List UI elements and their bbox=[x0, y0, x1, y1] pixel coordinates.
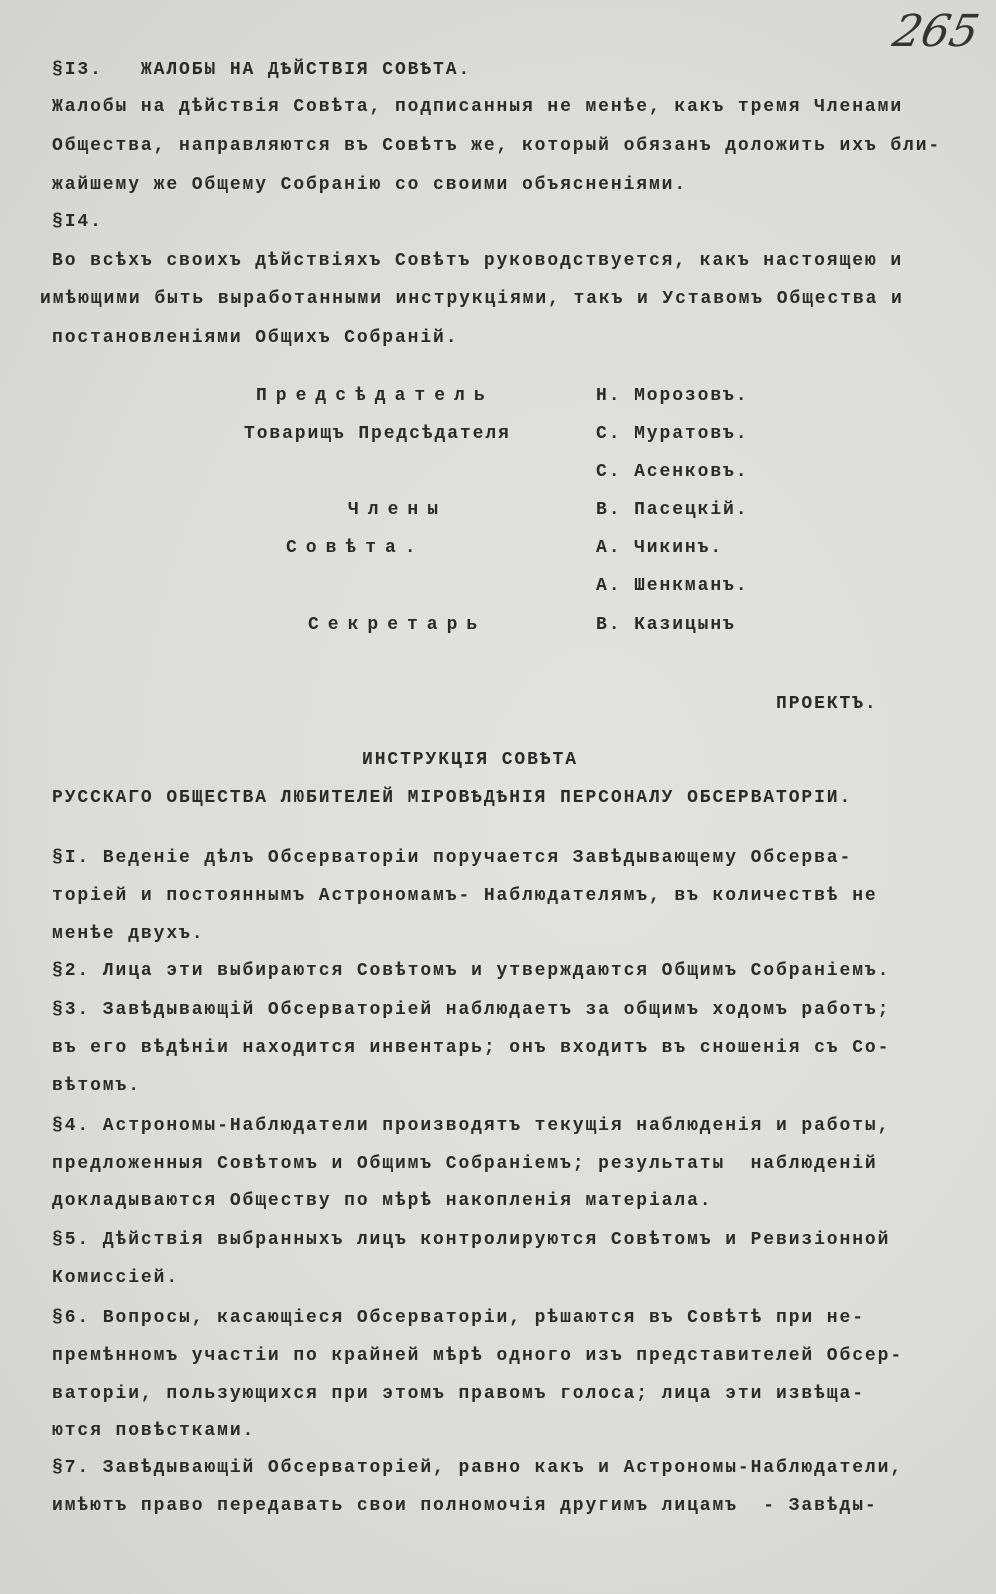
signature-name: А. Шенкманъ. bbox=[596, 576, 749, 596]
signature-name: Н. Морозовъ. bbox=[596, 386, 749, 406]
text-line: постановленiями Общихъ Собранiй. bbox=[52, 328, 459, 348]
section-13-heading: §I3. ЖАЛОБЫ НА ДѢЙСТВIЯ СОВѢТА. bbox=[52, 60, 472, 80]
text-line: Общества, направляются въ Совѣтъ же, который обязанъ доложить ихъ бли- bbox=[52, 136, 942, 156]
text-line: §I. Веденiе дѣлъ Обсерваторiи поручается Завѣдывающему Обсерва- bbox=[52, 848, 853, 868]
text-line: §7. Завѣдывающiй Обсерваторiей, равно какъ и Астрономы-Наблюдатели, bbox=[52, 1458, 904, 1478]
signature-role: Предсѣдатель bbox=[256, 386, 494, 406]
text-line: §6. Вопросы, касающiеся Обсерваторiи, рѣшаются въ Совѣтѣ при не- bbox=[52, 1308, 865, 1328]
section-14-heading: §I4. bbox=[52, 212, 103, 232]
text-line: §4. Астрономы-Наблюдатели производятъ текущiя наблюденiя и работы, bbox=[52, 1116, 891, 1136]
text-line: предложенныя Совѣтомъ и Общимъ Собранiемъ; результаты наблюденiй bbox=[52, 1154, 878, 1174]
text-line: вѣтомъ. bbox=[52, 1076, 141, 1096]
signature-name: В. Пасецкiй. bbox=[596, 500, 749, 520]
text-line: Жалобы на дѣйствiя Совѣта, подписанныя не менѣе, какъ тремя Членами bbox=[52, 97, 904, 117]
signature-name: А. Чикинъ. bbox=[596, 538, 724, 558]
signature-name: В. Казицынъ bbox=[596, 615, 736, 635]
text-line: имѣющими быть выработанными инструкцiями, такъ и Уставомъ Общества и bbox=[40, 289, 904, 309]
text-line: въ его вѣдѣнiи находится инвентарь; онъ входитъ въ сношенiя съ Со- bbox=[52, 1038, 891, 1058]
text-line: ются повѣстками. bbox=[52, 1421, 256, 1441]
text-line: докладываются Обществу по мѣрѣ накопленiя матерiала. bbox=[52, 1191, 713, 1211]
text-line: Комиссiей. bbox=[52, 1268, 180, 1288]
text-line: жайшему же Общему Собранiю со своими объясненiями. bbox=[52, 175, 688, 195]
text-line: премѣнномъ участiи по крайней мѣрѣ одного изъ представителей Обсер- bbox=[52, 1346, 904, 1366]
signature-role: Члены bbox=[348, 500, 448, 520]
draft-label: ПРОЕКТЪ. bbox=[776, 694, 878, 714]
page-number: 265 bbox=[888, 6, 984, 57]
instruction-title: ИНСТРУКЦIЯ СОВѢТА bbox=[362, 750, 578, 770]
text-line: торiей и постояннымъ Астрономамъ- Наблюдателямъ, въ количествѣ не bbox=[52, 886, 878, 906]
text-line: имѣютъ право передавать свои полномочiя другимъ лицамъ - Завѣды- bbox=[52, 1496, 878, 1516]
signature-name: С. Асенковъ. bbox=[596, 462, 749, 482]
signature-role: Товарищъ Предсѣдателя bbox=[244, 424, 511, 444]
instruction-subtitle: РУССКАГО ОБЩЕСТВА ЛЮБИТЕЛЕЙ МIРОВѢДѢНIЯ ПЕРСОНАЛУ ОБСЕРВАТОРIИ. bbox=[52, 788, 853, 808]
text-line: менѣе двухъ. bbox=[52, 924, 205, 944]
signature-name: С. Муратовъ. bbox=[596, 424, 749, 444]
text-line: Во всѣхъ своихъ дѣйствiяхъ Совѣтъ руководствуется, какъ настоящею и bbox=[52, 251, 904, 271]
signature-role: Совѣта. bbox=[286, 538, 425, 558]
text-line: §3. Завѣдывающiй Обсерваторiей наблюдаетъ за общимъ ходомъ работъ; bbox=[52, 1000, 891, 1020]
text-line: §5. Дѣйствiя выбранныхъ лицъ контролируются Совѣтомъ и Ревизiонной bbox=[52, 1230, 891, 1250]
text-line: §2. Лица эти выбираются Совѣтомъ и утверждаются Общимъ Собранiемъ. bbox=[52, 961, 891, 981]
signature-role: Секретарь bbox=[308, 615, 487, 635]
text-line: ваторiи, пользующихся при этомъ правомъ голоса; лица эти извѣща- bbox=[52, 1384, 865, 1404]
